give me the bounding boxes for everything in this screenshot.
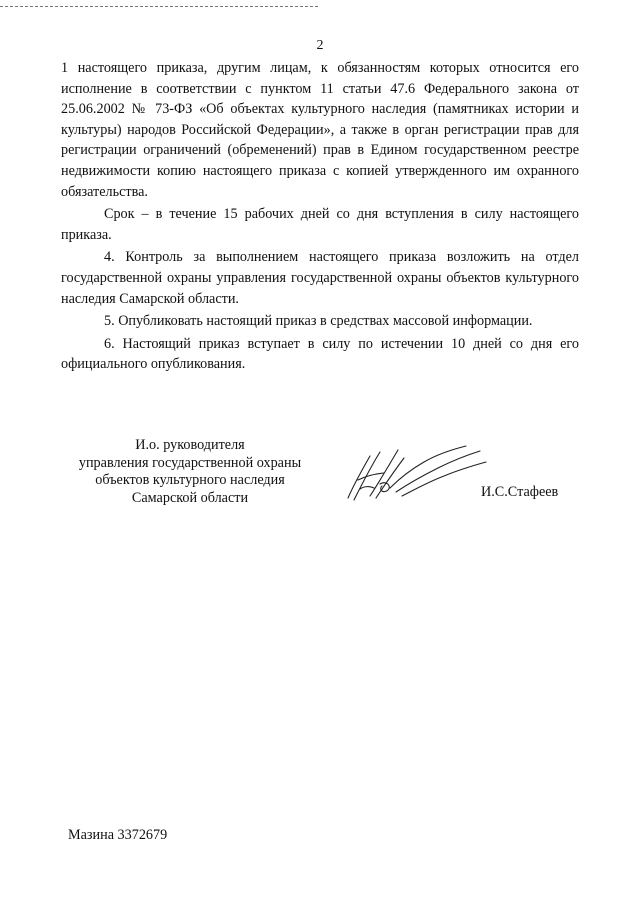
paragraph-deadline: Срок – в течение 15 рабочих дней со дня вступления в силу настоящего приказа. [61,206,579,243]
signatory-title-line: Самарской области [131,489,249,506]
page-number: 2 [316,38,324,53]
signatory-title-line: И.о. руководителя [135,437,245,453]
signatory-title-line: управления государственной охраны [78,454,302,471]
executor-contact: Мазина 3372679 [68,827,168,843]
document-body [61,58,579,375]
handwritten-signature [340,440,490,505]
signatory-title-line: объектов культурного наследия [95,472,285,488]
paragraph-item-4: 4. Контроль за выполнением настоящего приказа возложить на отдел государственной охраны управления государственной охраны объектов культурного наследия Самарской области. [61,249,579,307]
paragraph-item-5: 5. Опубликовать настоящий приказ в средствах массовой информации. [104,313,533,330]
signatory-title [60,437,320,507]
paragraph-item-6: 6. Настоящий приказ вступает в силу по истечении 10 дней со дня его официального опубликования. [61,335,579,373]
paragraph-continuation: 1 настоящего приказа, другим лицам, к обязанностям которых относится его исполнение в соответствии с пунктом 11 статьи 47.6 Федерального закона от 25.06.2002 № 73-ФЗ «Об объектах культурного наследия (памятниках истории и культуры) народов Российской Федерации», а также в орган регистрации прав для регистрации ограничений (обременений) прав в Едином государственном реестре недвижимости копию настоящего приказа с копией утвержденного им охранного обязательства. [61,60,579,200]
top-dashed-rule [0,6,318,7]
signer-name: И.С.Стафеев [481,484,559,500]
